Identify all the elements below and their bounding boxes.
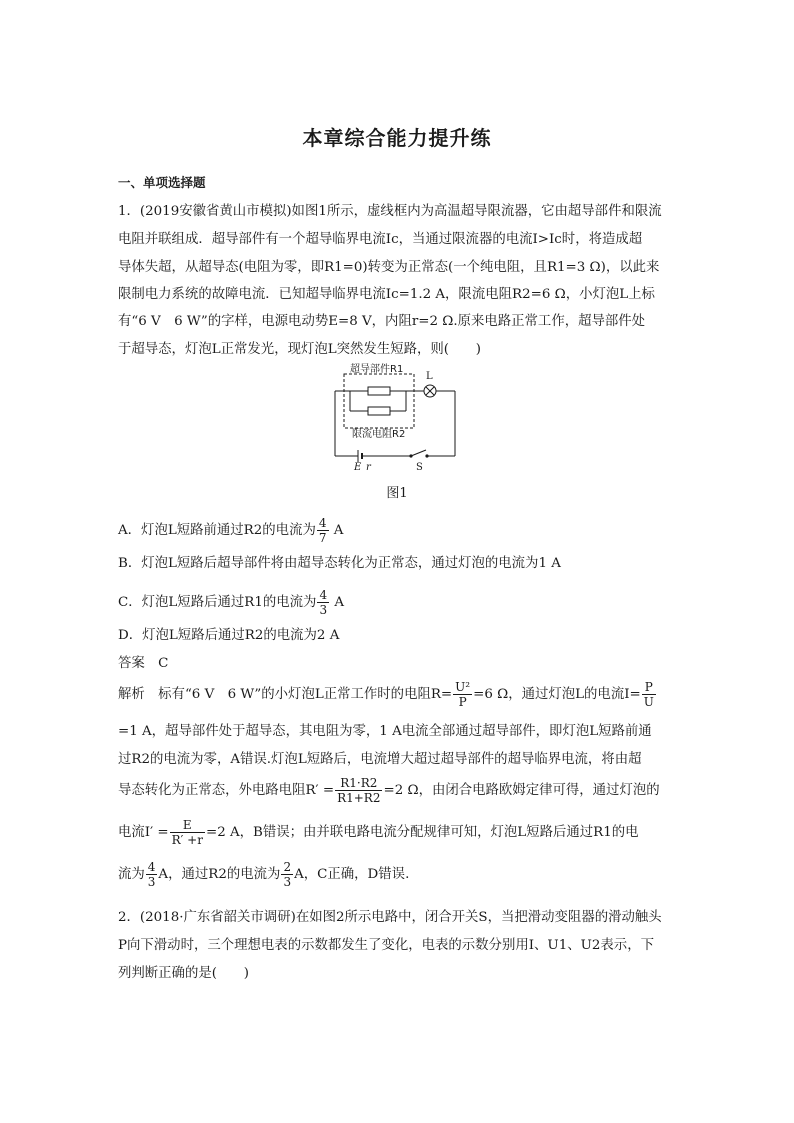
- question-2-line-1: 2．(2018·广东省韶关市调研)在如图2所示电路中，闭合开关S，当把滑动变阻器的滑动触头: [118, 910, 662, 925]
- option-c: [118, 588, 344, 617]
- question-1-line-5: 有“6 V 6 W”的字样，电源电动势E=8 V，内阻r=2 Ω.原来电路正常工作，超导部件处: [118, 314, 646, 329]
- option-b: B．灯泡L短路后超导部件将由超导态转化为正常态，通过灯泡的电流为1 A: [118, 556, 561, 571]
- option-a-text: A．灯泡L短路前通过R2的电流为: [118, 523, 316, 538]
- question-1-line-4: 限制电力系统的故障电流．已知超导临界电流Ic=1.2 A，限流电阻R2=6 Ω，小灯泡L上标: [118, 287, 655, 302]
- limiting-resistor-label: 限流电阻R2: [352, 429, 406, 440]
- option-a: [118, 516, 343, 545]
- option-c-text: C．灯泡L短路后通过R1的电流为: [118, 595, 317, 610]
- switch-label: S: [416, 462, 423, 472]
- question-2-line-3: 列判断正确的是( ): [118, 966, 249, 981]
- analysis-line-2: =1 A，超导部件处于超导态，其电阻为零，1 A电流全部通过超导部件，即灯泡L短路前通: [118, 724, 652, 739]
- dashed-limiter-box: [344, 374, 414, 428]
- option-a-unit: A: [333, 523, 344, 538]
- internal-r-label: r: [366, 462, 371, 472]
- answer: 答案 C: [118, 656, 169, 671]
- question-1-line-1: 1．(2019安徽省黄山市模拟)如图1所示，虚线框内为高温超导限流器，它由超导部件和限流: [118, 204, 662, 219]
- emf-label: E: [354, 462, 362, 472]
- analysis-line-1: 解析 标有“6 V 6 W”的小灯泡L正常工作时的电阻R= $\frac{\text{U²}}{P}$ =6 Ω，通过灯泡L的电流I= $\frac{P}{U}$: [118, 680, 654, 709]
- superconductor-label: 超导部件R1: [350, 364, 404, 375]
- analysis-line-5: 电流I′ = $\frac{E}{R' +r}$ =2 A，B错误；由并联电路电流分配规律可知，灯泡L短路后通过R1的电: [118, 818, 639, 847]
- question-1-line-6: 于超导态，灯泡L正常发光，现灯泡L突然发生短路，则( ): [118, 342, 481, 357]
- circuit-diagram: [330, 360, 460, 472]
- resistor-r1: [368, 387, 390, 395]
- analysis-line-6: 流为 $\frac{4}{3}$ A，通过R2的电流为 $\frac{2}{3}$ A，C正确，D错误.: [118, 860, 410, 889]
- question-1-line-2: 电阻并联组成．超导部件有一个超导临界电流Ic，当通过限流器的电流I>Ic时，将造成超: [118, 232, 643, 247]
- analysis-line-3: 过R2的电流为零，A错误.灯泡L短路后，电流增大超过超导部件的超导临界电流，将由超: [118, 752, 642, 767]
- option-c-fraction: $\frac{4}{3}$: [319, 588, 328, 617]
- question-1-line-3: 导体失超，从超导态(电阻为零，即R1=0)转变为正常态(一个纯电阻，且R1=3 Ω)，以此来: [118, 260, 660, 275]
- page-title: 本章综合能力提升练: [302, 126, 492, 150]
- option-d: D．灯泡L短路后通过R2的电流为2 A: [118, 628, 340, 643]
- option-a-fraction: $\frac{4}{7}$: [318, 516, 327, 545]
- switch-lever: [411, 450, 426, 456]
- question-2-line-2: P向下滑动时，三个理想电表的示数都发生了变化，电表的示数分别用I、U1、U2表示，下: [118, 938, 654, 953]
- resistor-r2: [368, 407, 390, 415]
- lamp-label: L: [426, 371, 433, 382]
- figure-caption: 图1: [386, 486, 408, 501]
- option-c-unit: A: [334, 595, 345, 610]
- section-heading: 一、单项选择题: [118, 175, 206, 190]
- analysis-line-4: 导态转化为正常态，外电路电阻R′ = $\frac{R1\cdot R2}{R1+R2}$ =2 Ω，由闭合电路欧姆定律可得，通过灯泡的: [118, 776, 660, 805]
